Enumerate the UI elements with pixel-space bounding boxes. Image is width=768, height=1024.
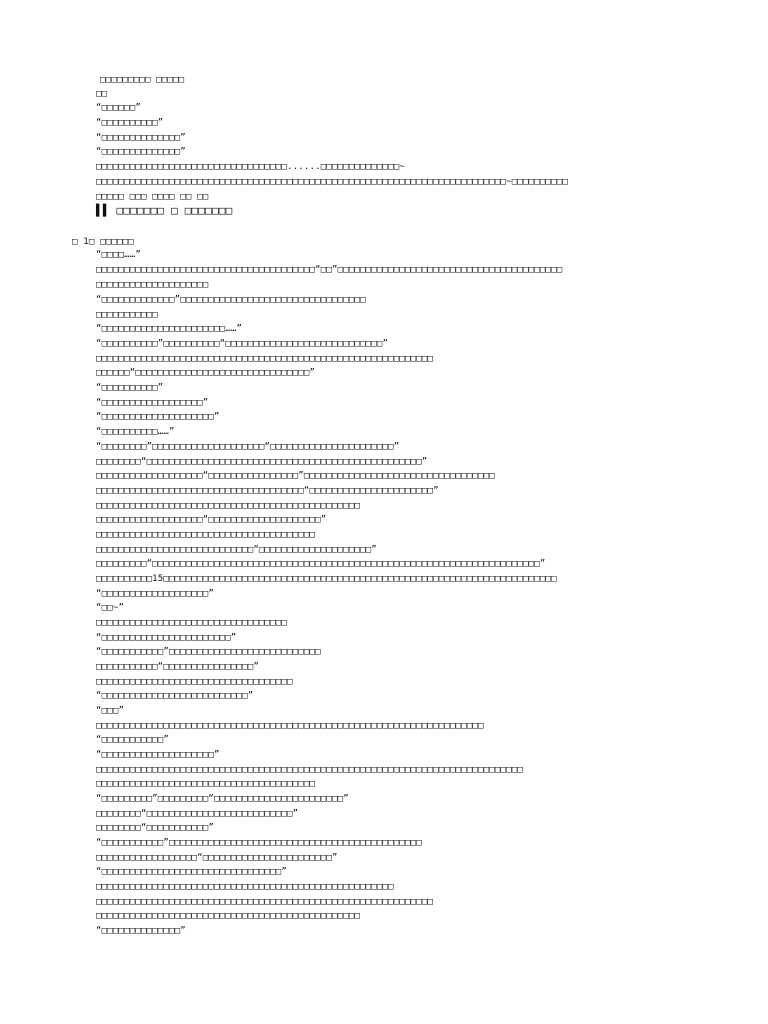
body-line: “□□□□□□□□□□□□□”□□□□□□□□□□□□□□□□□□□□□□□□□□□□□□□□□ [96,295,366,305]
body-line: “□□□□□□□□□□□□□□” [96,926,186,936]
body-line: □□□□□□□□□□□□□□□□□□□□□□□□□□□□□□□□□□□□□□□ [96,779,316,789]
body-line: □□□□□□□□□□□□□□□□□□□□□□□□□□□□□□□□□□□□□□□□□□□□□□□□□□□□□□□□□□□□□□□□□□□□□ [96,721,484,731]
body-line: “□□□□□□□□□□□□□□□□□□□□□□□□□□□□□□□□” [96,867,288,877]
chapter-heading: □ 1□ □□□□□□ [72,237,134,247]
body-line: □□□□□□□□“□□□□□□□□□□□□□□□□□□□□□□□□□□□□□□□□□□□□□□□□□□□□□□□□□” [96,457,428,467]
body-line: “□□□□□□□□□□□□□□□□□□□□□□□” [96,633,237,643]
body-line: □□□□□□□□□“□□□□□□□□□□□□□□□□□□□□□□□□□□□□□□□□□□□□□□□□□□□□□□□□□□□□□□□□□□□□□□□□□□□□□” [96,559,546,569]
body-line: □□□□□□□□□□□□□□□□□□□□□□□□□□□□□□□□□□□□□□□□□□□□□□□□□□□□□ [96,882,394,892]
body-line: “□□□□□□□□□□□□□□□□□□□□□□□□□□” [96,691,254,701]
body-line: “□□□□□□□□□□□□□□□□□□□□” [96,412,220,422]
body-line: □□□□□□□□□□□ [96,310,158,320]
body-line: “□□□□□□□□□□□□□□□□□□□” [96,589,214,599]
body-line: □□□□□□□□□□□□□□□□□□□“□□□□□□□□□□□□□□□□”□□□□□□□□□□□□□□□□□□□□□□□□□□□□□□□□□□ [96,471,495,481]
doc-line: □□ [96,89,108,99]
body-line: □□□□□□□□□□□□□□□□□□□□□□□□□□□□□□□□□□□□□□□□□□□□□□□□□□□□□□□□□□□□□□□□□□□□□□□□□□□□ [96,765,524,775]
body-line: “□□□□□□□□□□□”□□□□□□□□□□□□□□□□□□□□□□□□□□□□□□□□□□□□□□□□□□□□□ [96,838,422,848]
body-line: □□□□□□□□□□□□□□□□□□□□□□□□□□□□□□□□□□□ [96,677,293,687]
body-line: □□□□□□□□□□□□□□□□□□□□□□□□□□□□□□□□□□□□□□□“□□”□□□□□□□□□□□□□□□□□□□□□□□□□□□□□□□□□□□□□□□□ [96,265,563,275]
body-line: □□□□□□□□□□□□□□□□□□□□ [96,280,209,290]
body-line: “□□□□□□□□□□□”□□□□□□□□□□□□□□□□□□□□□□□□□□□ [96,647,321,657]
body-line: □□□□□□□□“□□□□□□□□□□□” [96,823,214,833]
body-line: □□□□□□□□□□□□□□□□□□□□□□□□□□□□“□□□□□□□□□□□□□□□□□□□□” [96,545,377,555]
body-line: □□□□□□□□□□□□□□□□□□□□□□□□□□□□□□□□□□□□□□□□□□□□□□□□□□□□□□□□□□□□ [96,354,434,364]
body-line: □□□□□□□□□□□□□□□□□□□□□□□□□□□□□□□□□□□□□“□□□□□□□□□□□□□□□□□□□□□□” [96,486,439,496]
body-line: “□□□□□□□□□□□□□□□□□□” [96,398,209,408]
doc-line: “□□□□□□” [96,103,141,113]
doc-line: □□□□□□□□□□□□□□□□□□□□□□□□□□□□□□□□□□......□□□□□□□□□□□□□□~ [96,162,406,172]
doc-line: □□□□□□□□□□□□□□□□□□□□□□□□□□□□□□□□□□□□□□□□□□□□□□□□□□□□□□□□□□□□□□□□□□□□□□□□□~□□□□□□□□□□ [96,177,568,187]
body-line: □□□□□□“□□□□□□□□□□□□□□□□□□□□□□□□□□□□□□□” [96,368,316,378]
body-line: □□□□□□□□□□□□□□□□□□□□□□□□□□□□□□□□□□ [96,618,288,628]
body-line: “□□□□□□□□”□□□□□□□□□□□□□□□□□□□□“□□□□□□□□□□□□□□□□□□□□□□” [96,442,400,452]
body-line: “□□□□□□□□□□□□□□□□□□□□□□……” [96,324,243,334]
body-line: “□□□” [96,706,125,716]
doc-line: ▌▌ □□□□□□□ □ □□□□□□□ [96,204,233,217]
doc-line: □□□□□□□□□ □□□□□ [100,75,185,85]
body-line: □□□□□□□□□□□□□□□□□□□“□□□□□□□□□□□□□□□□□□□□” [96,515,327,525]
body-line: □□□□□□□□□□15□□□□□□□□□□□□□□□□□□□□□□□□□□□□□□□□□□□□□□□□□□□□□□□□□□□□□□□□□□□□□□□□□□□□□□ [96,574,557,584]
doc-line: “□□□□□□□□□□□□□□” [96,147,186,157]
body-line: “□□□□□□□□□□” [96,383,164,393]
body-line: □□□□□□□□□□□“□□□□□□□□□□□□□□□□” [96,662,259,672]
body-line: □□□□□□□□□□□□□□□□□□“□□□□□□□□□□□□□□□□□□□□□□□” [96,853,338,863]
doc-line: “□□□□□□□□□□” [96,118,164,128]
body-line: “□□□□□□□□□”□□□□□□□□□“□□□□□□□□□□□□□□□□□□□□□□□” [96,794,349,804]
body-line: “□□~” [96,603,125,613]
body-line: “□□□□□□□□□□……” [96,427,175,437]
body-line: □□□□□□□□“□□□□□□□□□□□□□□□□□□□□□□□□□□” [96,809,299,819]
doc-line: “□□□□□□□□□□□□□□” [96,133,186,143]
body-line: “□□□□□□□□□□”□□□□□□□□□□“□□□□□□□□□□□□□□□□□□□□□□□□□□□□” [96,339,389,349]
body-line: □□□□□□□□□□□□□□□□□□□□□□□□□□□□□□□□□□□□□□□ [96,530,316,540]
body-line: □□□□□□□□□□□□□□□□□□□□□□□□□□□□□□□□□□□□□□□□□□□□□□□□□□□□□□□□□□□□ [96,897,434,907]
doc-line: □□□□□ □□□ □□□□ □□ □□ [96,192,209,202]
body-line: “□□□□□□□□□□□” [96,735,170,745]
body-line: □□□□□□□□□□□□□□□□□□□□□□□□□□□□□□□□□□□□□□□□□□□□□□□ [96,911,361,921]
body-line: □□□□□□□□□□□□□□□□□□□□□□□□□□□□□□□□□□□□□□□□□□□□□□□ [96,501,361,511]
body-line: “□□□□□□□□□□□□□□□□□□□□” [96,750,220,760]
body-line: “□□□□……” [96,250,141,260]
